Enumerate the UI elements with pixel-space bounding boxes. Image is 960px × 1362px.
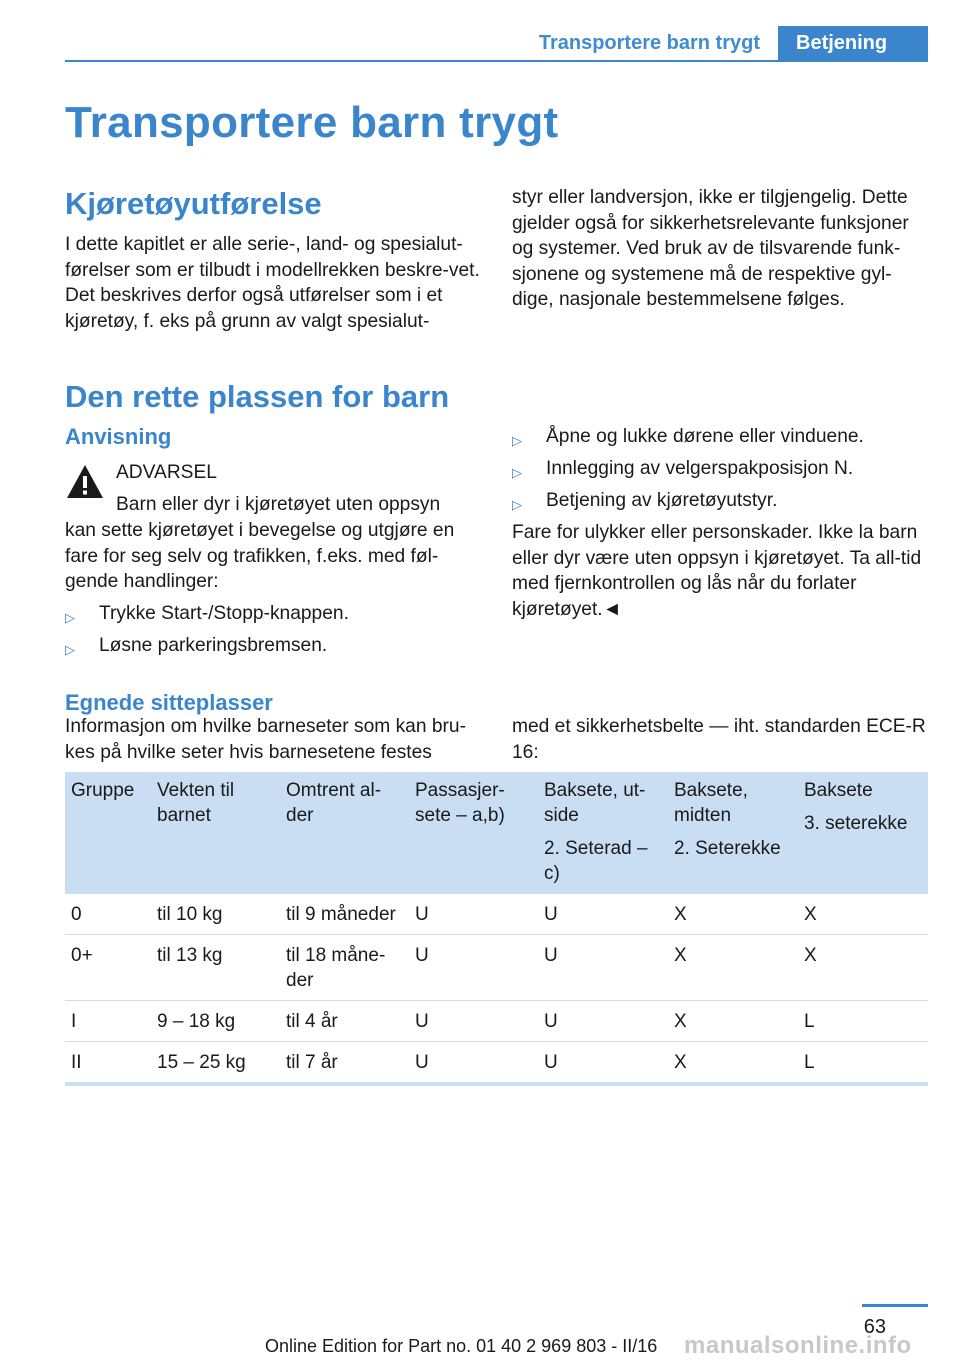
table-cell: til 9 måneder [280,894,409,935]
table-cell: X [668,935,798,1001]
table-cell: I [65,1001,151,1042]
warning-first-line: Barn eller dyr i kjøretøyet uten oppsyn [116,494,441,515]
column-header-rear-outer: Baksete, ut-side 2. Seterad – c) [538,772,668,894]
table-cell: til 10 kg [151,894,280,935]
table-cell: X [798,935,928,1001]
list-item [65,601,480,633]
list-item [512,456,930,488]
bullet-list-left [65,601,480,665]
list-item-text: Trykke Start-/Stopp-knappen. [99,603,349,624]
table-cell: 0+ [65,935,151,1001]
column-header-rear-third-row: Baksete 3. seterekke [798,772,928,894]
triangle-bullet-icon: ▷ [65,642,75,657]
table-cell: til 13 kg [151,935,280,1001]
right-place-heading: Den rette plassen for barn [65,379,450,414]
vehicle-version-text-left: I dette kapitlet er alle serie-, land- og spesialut-førelser som er tilbudt i modellrekken beskre-vet. Det beskrives derfor også utførelser som i et kjøretøy, f. eks på grunn av valgt spesialut- [65,234,480,332]
warning-end-text: Fare for ulykker eller personskader. Ikke la barn eller dyr være uten oppsyn i kjøretøyet. Ta all-tid med fjernkontrollen og lås når du forlater kjøretøyet.◄ [512,522,922,620]
table-cell: U [409,935,538,1001]
triangle-bullet-icon: ▷ [512,433,522,448]
warning-label: ADVARSEL [116,462,217,483]
table-row [65,935,928,1001]
table-row [65,894,928,935]
table-cell: U [538,1042,668,1085]
footer-rule [862,1304,928,1307]
table-cell: 0 [65,894,151,935]
edition-note: Online Edition for Part no. 01 40 2 969 803 - II/16 [265,1336,658,1356]
table-cell: 15 – 25 kg [151,1042,280,1085]
table-cell: X [668,1001,798,1042]
table-header-row [65,772,928,894]
triangle-bullet-icon: ▷ [512,497,522,512]
bullet-list-right [512,424,930,520]
suitable-seats-intro-left: Informasjon om hvilke barneseter som kan bru-kes på hvilke seter hvis barnesetene festes [65,716,466,763]
list-item-text: Innlegging av velgerspakposisjon N. [546,458,854,479]
suitable-seats-intro-right: med et sikkerhetsbelte — iht. standarden ECE-R 16: [512,716,926,763]
list-item [65,633,480,665]
table-cell: U [538,894,668,935]
table-cell: til 7 år [280,1042,409,1085]
column-header-weight: Vekten til barnet [151,772,280,894]
column-header-group: Gruppe [65,772,151,894]
column-header-rear-middle: Baksete, midten 2. Seterekke [668,772,798,894]
watermark: manualsonline.info [684,1332,912,1359]
table-cell: L [798,1042,928,1085]
table-cell: 9 – 18 kg [151,1001,280,1042]
triangle-bullet-icon: ▷ [512,465,522,480]
table-cell: X [668,894,798,935]
table-cell: U [538,935,668,1001]
list-item-text: Betjening av kjøretøyutstyr. [546,490,778,511]
table-cell: X [798,894,928,935]
vehicle-version-text-right: styr eller landversjon, ikke er tilgjengelig. Dette gjelder også for sikkerhetsrelevante funksjoner og systemer. Ved bruk av de tilsvarende funk-sjonene og systemene må de respektive gyl-dige, nasjonale bestemmelsene følges. [512,187,909,310]
column-header-passenger-seat: Passasjer-sete – a,b) [409,772,538,894]
vehicle-version-heading: Kjøretøyutførelse [65,186,322,221]
table-cell: til 4 år [280,1001,409,1042]
list-item [512,488,930,520]
table-cell: II [65,1042,151,1085]
notice-subheading: Anvisning [65,424,172,449]
table-cell: X [668,1042,798,1085]
warning-triangle-icon [65,462,105,502]
table-cell: L [798,1001,928,1042]
page-title: Transportere barn trygt [65,98,559,147]
section-tab: Transportere barn trygt [538,32,760,54]
table-cell: U [409,1001,538,1042]
seat-table [65,772,928,1086]
table-cell: U [409,894,538,935]
table-cell: U [409,1042,538,1085]
header-rule [65,60,928,62]
table-row [65,1001,928,1042]
table-cell: til 18 måne-der [280,935,409,1001]
header-tabs [539,26,928,62]
triangle-bullet-icon: ▷ [65,610,75,625]
table-cell: U [538,1001,668,1042]
warning-text: kan sette kjøretøyet i bevegelse og utgjøre en fare for seg selv og trafikken, f.eks. med føl-gende handlinger: [65,520,455,592]
chapter-tab: Betjening [778,26,928,62]
column-header-age: Omtrent al-der [280,772,409,894]
list-item-text: Løsne parkeringsbremsen. [99,635,328,656]
list-item-text: Åpne og lukke dørene eller vinduene. [546,426,864,447]
page-number: 63 [863,1316,886,1338]
list-item [512,424,930,456]
suitable-seats-heading: Egnede sitteplasser [65,690,273,715]
table-row [65,1042,928,1085]
